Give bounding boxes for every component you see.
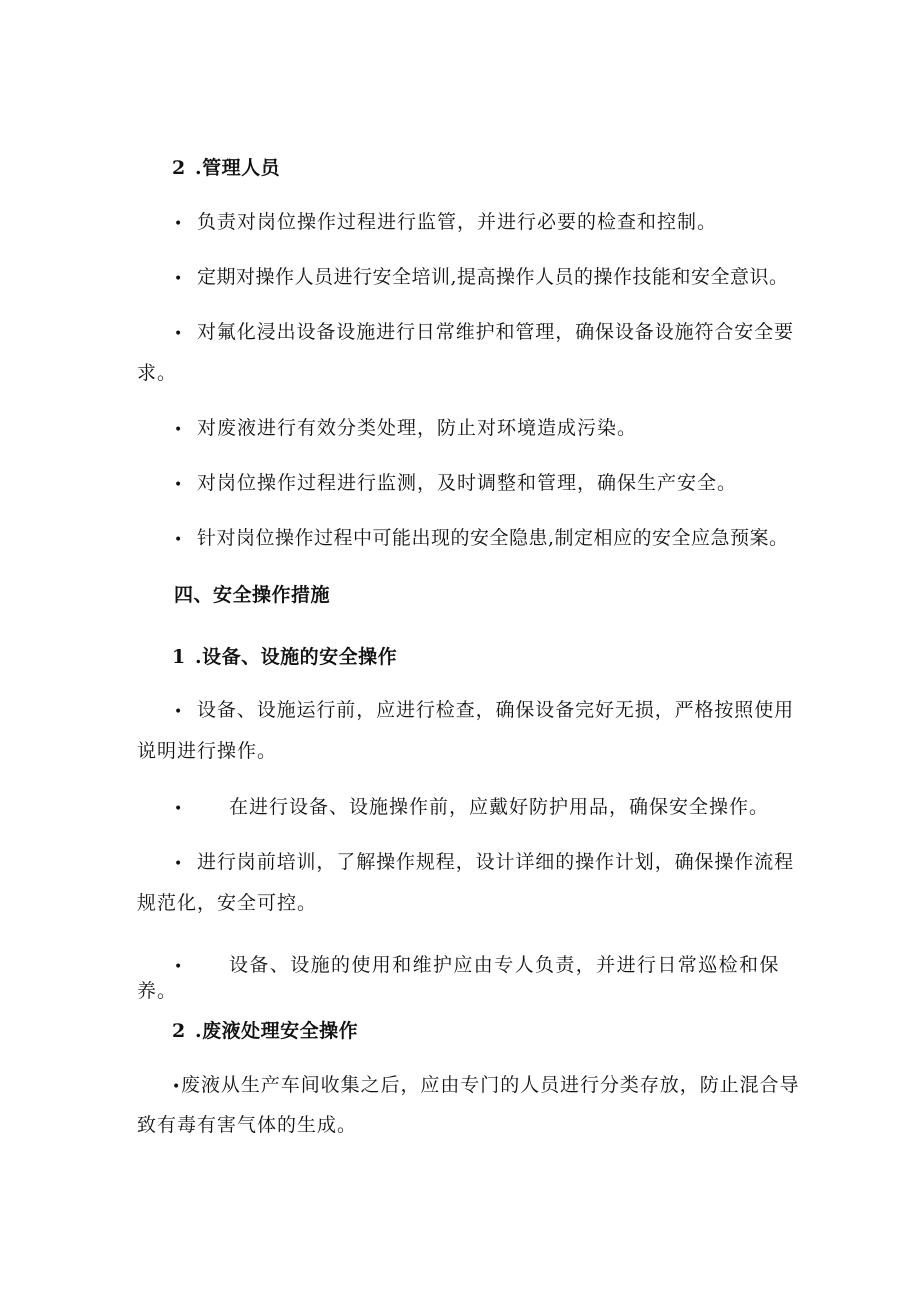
list-item-text: 定期对操作人员进行安全培训,提高操作人员的操作技能和安全意识。 (197, 266, 789, 288)
heading-number: 2 (172, 157, 186, 179)
list-item-text: 设备、设施运行前，应进行检查，确保设备完好无损，严格按照使用 (197, 699, 795, 721)
list-item-text: 对岗位操作过程进行监测，及时调整和管理，确保生产安全。 (197, 472, 738, 494)
bullet-icon: • (174, 271, 184, 287)
heading-title: .管理人员 (195, 157, 281, 179)
bullet-icon: • (174, 856, 184, 872)
bullet-icon: • (174, 422, 184, 438)
list-item-text: 针对岗位操作过程中可能出现的安全隐患,制定相应的安全应急预案。 (197, 527, 789, 549)
heading-title: .设备、设施的安全操作 (195, 646, 398, 668)
bullet-icon: • (174, 216, 184, 232)
list-item-text: 致有毒有害气体的生成。 (137, 1114, 358, 1136)
list-item-text: 求。 (137, 362, 178, 384)
bullet-icon: • (174, 532, 184, 548)
bullet-icon: • (174, 477, 184, 493)
list-item-text: 设备、设施的使用和维护应由专人负责，并进行日常巡检和保 (229, 954, 780, 976)
list-item-text: 规范化，安全可控。 (137, 892, 318, 914)
list-item-text: 进行岗前培训，了解操作规程，设计详细的操作计划，确保操作流程 (197, 851, 795, 873)
list-item-text: 说明进行操作。 (137, 740, 278, 762)
list-item-text: 对氟化浸出设备设施进行日常维护和管理，确保设备设施符合安全要 (197, 321, 795, 343)
bullet-icon: • (174, 801, 184, 817)
heading-number: 2 (172, 1020, 186, 1042)
list-item-text: 负责对岗位操作过程进行监管，并进行必要的检查和控制。 (197, 211, 718, 233)
heading-title: 四、安全操作措施 (174, 584, 331, 606)
heading-number: 1 (172, 646, 186, 668)
bullet-icon: • (172, 1079, 182, 1095)
bullet-icon: • (174, 704, 184, 720)
list-item-text: 废液从生产车间收集之后，应由专门的人员进行分类存放，防止混合导 (181, 1074, 800, 1096)
list-item-text: 对废液进行有效分类处理，防止对环境造成污染。 (197, 417, 638, 439)
heading-title: .废液处理安全操作 (195, 1020, 359, 1042)
bullet-icon: • (174, 326, 184, 342)
bullet-icon: • (174, 959, 184, 975)
list-item-text: 养。 (137, 980, 178, 1002)
list-item-text: 在进行设备、设施操作前，应戴好防护用品，确保安全操作。 (229, 796, 770, 818)
